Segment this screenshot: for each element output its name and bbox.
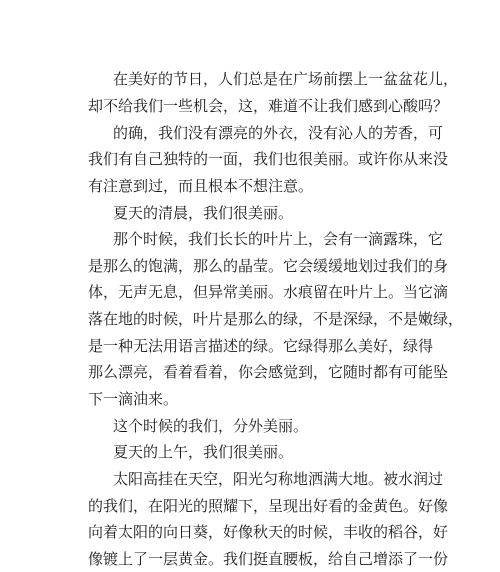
text-line: 太阳高挂在天空，阳光匀称地洒满大地。被水润过 [113,470,444,488]
text-line: 下一滴油来。 [88,390,179,408]
text-line: 是一种无法用语言描述的绿。它绿得那么美好，绿得 [88,337,434,355]
text-line: 的确，我们没有漂亮的外衣，没有沁人的芳香，可 [113,124,444,142]
text-line: 落在地的时候，叶片是那么的绿，不是深绿，不是嫩绿， [88,310,464,328]
text-line: 我们有自己独特的一面，我们也很美丽。或许你从来没 [88,150,449,168]
text-line: 向着太阳的向日葵，好像秋天的时候，丰收的稻谷，好 [88,523,449,541]
text-line: 是那么的饱满，那么的晶莹。它会缓缓地划过我们的身 [88,257,449,275]
text-line: 夏天的上午，我们很美丽。 [113,443,294,461]
text-line: 像镀上了一层黄金。我们挺直腰板，给自己增添了一份 [88,550,449,568]
text-line: 有注意到过，而且根本不想注意。 [88,177,314,195]
text-line: 却不给我们一些机会，这，难道不让我们感到心酸吗？ [88,97,449,115]
text-line: 这个时候的我们，分外美丽。 [113,417,309,435]
text-line: 体，无声无息，但异常美丽。水痕留在叶片上。当它滴 [88,283,449,301]
text-line: 在美好的节日，人们总是在广场前摆上一盆盆花儿， [113,70,459,88]
text-line: 那个时候，我们长长的叶片上，会有一滴露珠，它 [113,230,444,248]
text-line: 夏天的清晨，我们很美丽。 [113,204,294,222]
text-line: 的我们，在阳光的照耀下，呈现出好看的金黄色。好像 [88,497,449,515]
text-line: 那么漂亮，看着看着，你会感觉到，它随时都有可能坠 [88,363,449,381]
